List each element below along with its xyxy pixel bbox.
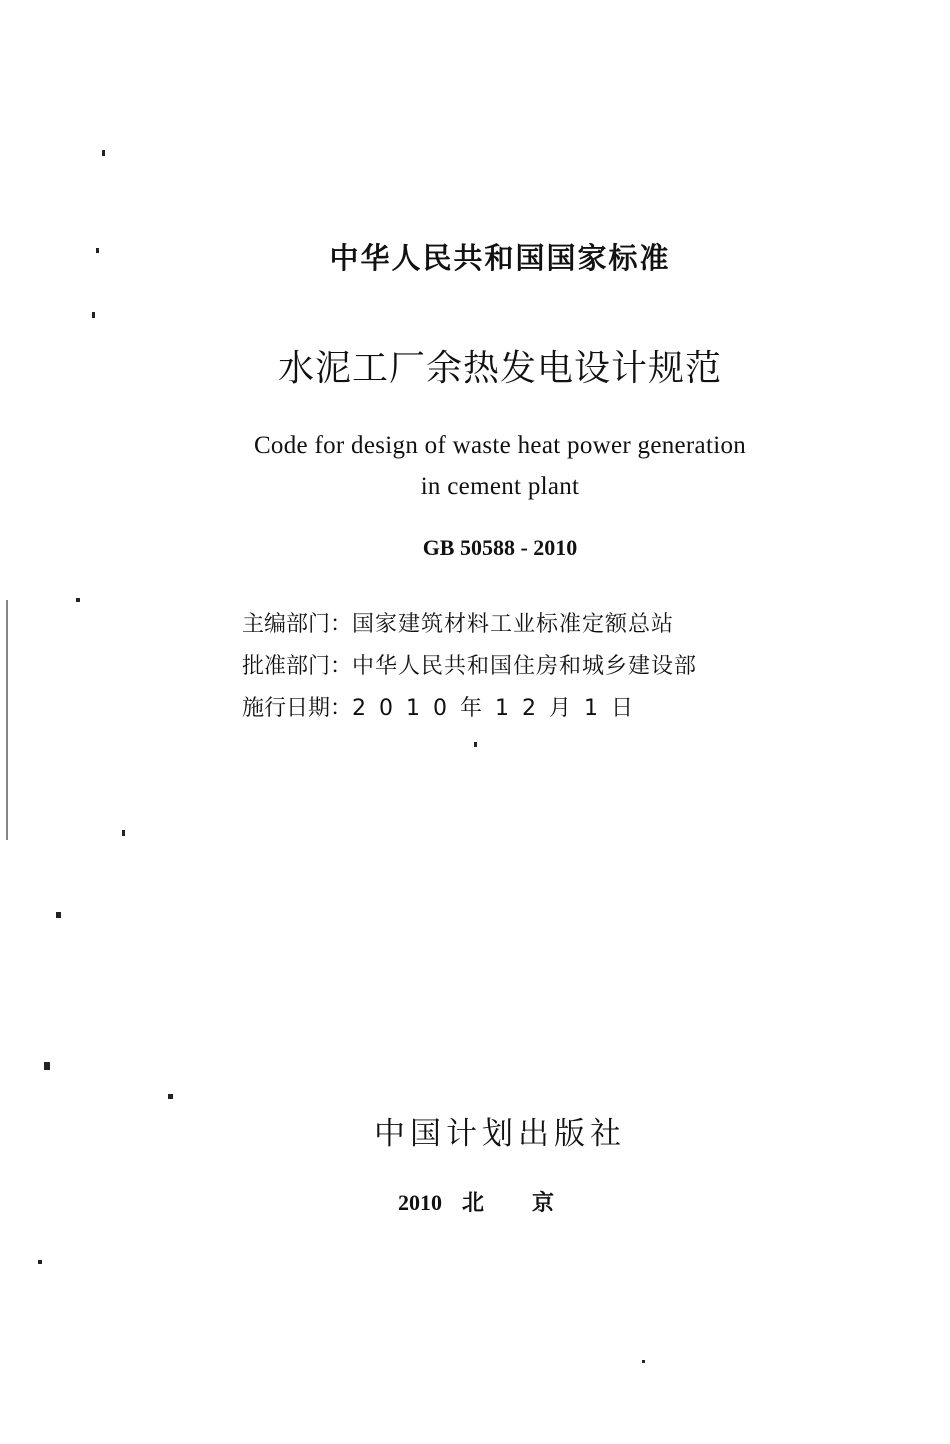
standard-number: GB 50588 - 2010	[422, 535, 578, 560]
document-title-chinese: 水泥工厂余热发电设计规范	[277, 348, 722, 389]
scan-speck	[56, 912, 61, 918]
effective-date-label: 施行日期：	[242, 696, 353, 721]
scan-speck	[474, 742, 477, 747]
scan-speck	[642, 1360, 645, 1363]
scan-speck	[168, 1094, 173, 1099]
publisher-name: 中国计划出版社	[374, 1116, 626, 1152]
imprint-city: 北京	[461, 1191, 602, 1216]
document-title-english	[0, 425, 950, 507]
imprint-line	[0, 1186, 950, 1217]
publication-metadata	[242, 604, 697, 730]
scan-speck	[38, 1260, 42, 1264]
approver-value: 中华人民共和国住房和城乡建设部	[352, 654, 698, 679]
scan-speck	[102, 150, 105, 156]
scan-speck	[44, 1062, 50, 1070]
editor-value: 国家建筑材料工业标准定额总站	[352, 612, 675, 637]
scan-speck	[122, 830, 125, 836]
english-title-line-1: Code for design of waste heat power generation	[253, 432, 747, 459]
imprint-year: 2010	[397, 1190, 442, 1215]
effective-date-value: 2010年12月1日	[352, 696, 646, 721]
english-title-line-2: in cement plant	[420, 473, 580, 500]
editor-row	[242, 604, 697, 646]
approver-row	[242, 646, 697, 688]
approver-label: 批准部门：	[242, 654, 353, 679]
standard-series-heading: 中华人民共和国国家标准	[329, 241, 671, 275]
effective-date-row	[242, 688, 697, 730]
scan-speck	[96, 248, 99, 253]
scan-speck	[76, 598, 80, 602]
editor-label: 主编部门：	[242, 612, 353, 637]
scan-speck	[6, 600, 8, 840]
scan-speck	[92, 312, 95, 318]
